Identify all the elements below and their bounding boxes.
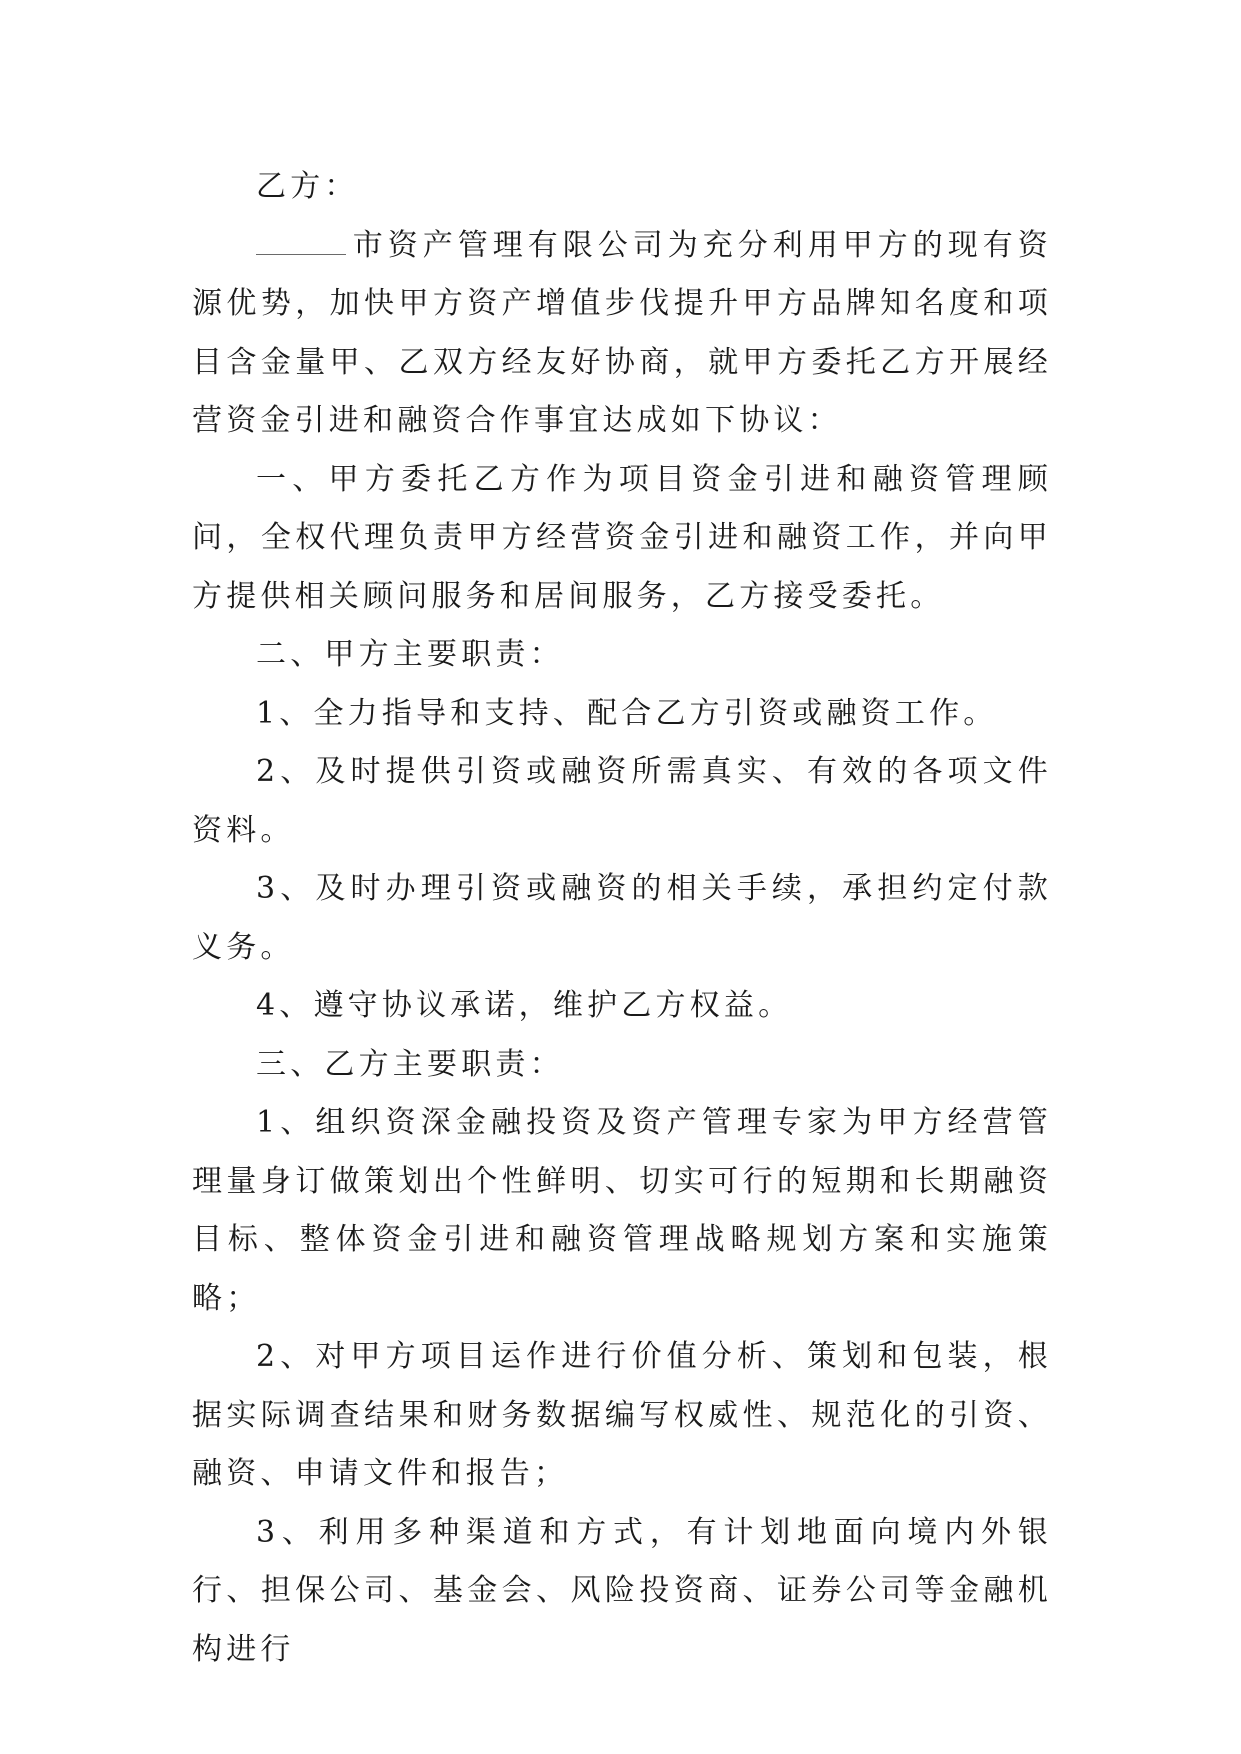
- paragraph-clause-1: [192, 451, 1052, 627]
- document-body: [192, 158, 1052, 1679]
- paragraph-text: 3、及时办理引资或融资的相关手续，承担约定付款义务。: [192, 871, 1052, 965]
- paragraph-party-b-duty-3: [192, 1504, 1052, 1680]
- paragraph-text: 1、全力指导和支持、配合乙方引资或融资工作。: [256, 695, 998, 731]
- paragraph-text: 4、遵守协议承诺，维护乙方权益。: [256, 988, 793, 1023]
- blank-fill-line: [256, 222, 346, 255]
- paragraph-text: 市资产管理有限公司为充分利用甲方的现有资源优势，加快甲方资产增值步伐提升甲方品牌知名度和项目含金量甲、乙双方经友好协商，就甲方委托乙方开展经营资金引进和融资合作事宜达成如下协议：: [192, 227, 1052, 438]
- paragraph-party-b-duty-2: [192, 1328, 1052, 1504]
- paragraph-text: 乙方：: [256, 169, 359, 204]
- paragraph-text: 一、甲方委托乙方作为项目资金引进和融资管理顾问，全权代理负责甲方经营资金引进和融资工作，并向甲方提供相关顾问服务和居间服务，乙方接受委托。: [192, 461, 1052, 614]
- paragraph-text: 2、及时提供引资或融资所需真实、有效的各项文件资料。: [192, 754, 1052, 848]
- paragraph-party-a-duty-1: [192, 685, 1052, 744]
- heading-party-a-duties: [192, 626, 1052, 685]
- paragraph-text: 二、甲方主要职责：: [256, 637, 564, 672]
- paragraph-text: 2、对甲方项目运作进行价值分析、策划和包装，根据实际调查结果和财务数据编写权威性、规范化的引资、融资、申请文件和报告；: [192, 1339, 1052, 1491]
- paragraph-party-a-duty-4: [192, 977, 1052, 1036]
- heading-party-b-duties: [192, 1036, 1052, 1095]
- paragraph-text: 1、组织资深金融投资及资产管理专家为甲方经营管理量身订做策划出个性鲜明、切实可行的短期和长期融资目标、整体资金引进和融资管理战略规划方案和实施策略；: [192, 1105, 1052, 1316]
- paragraph-party-a-duty-2: [192, 743, 1052, 860]
- paragraph-party-b: [192, 158, 1052, 217]
- paragraph-text: 三、乙方主要职责：: [256, 1046, 564, 1082]
- paragraph-preamble: [192, 217, 1052, 451]
- paragraph-party-b-duty-1: [192, 1094, 1052, 1328]
- paragraph-party-a-duty-3: [192, 860, 1052, 977]
- paragraph-text: 3、利用多种渠道和方式，有计划地面向境内外银行、担保公司、基金会、风险投资商、证券公司等金融机构进行: [192, 1514, 1052, 1667]
